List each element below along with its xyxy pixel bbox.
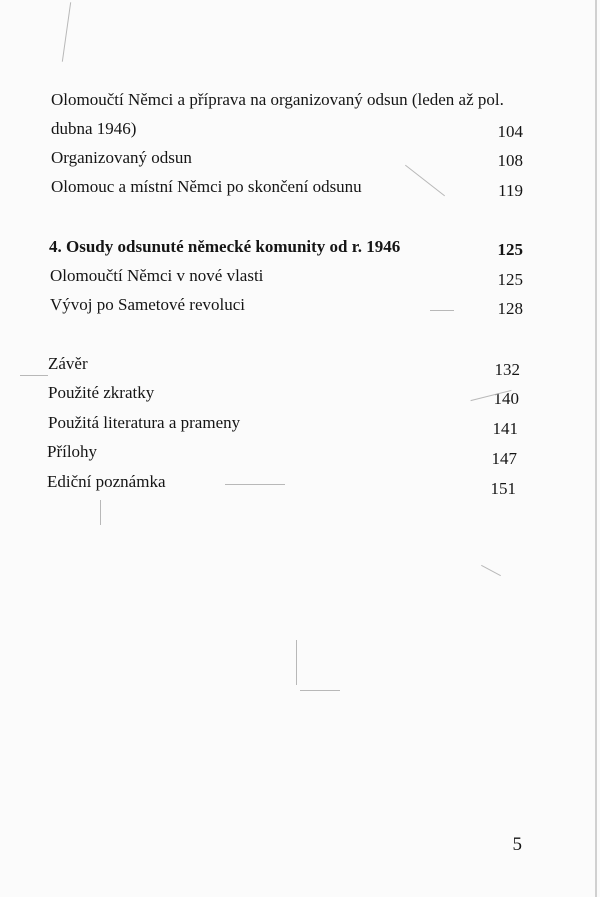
scan-artifact [481, 565, 501, 576]
toc-page-number: 151 [490, 479, 516, 498]
toc-entry [51, 177, 523, 200]
toc-page-number: 141 [492, 419, 518, 438]
scan-artifact [300, 690, 340, 691]
scan-artifact [595, 0, 597, 897]
toc-entry-title: Použitá literatura a prameny [48, 413, 241, 432]
toc-entry [50, 295, 523, 318]
toc-entry-title: Ediční poznámka [47, 472, 166, 491]
toc-page-number: 125 [497, 240, 523, 259]
scan-artifact [430, 310, 454, 311]
toc-entry-title: Vývoj po Sametové revoluci [50, 295, 245, 314]
toc-entry [48, 354, 520, 379]
toc-entry-title: Olomoučtí Němci v nové vlasti [50, 266, 264, 285]
scan-artifact [20, 375, 48, 376]
toc-page-number: 132 [494, 360, 520, 379]
scan-artifact [296, 640, 297, 685]
toc-page-number: 128 [497, 299, 523, 318]
scan-artifact [62, 2, 71, 62]
toc-page-number: 147 [491, 449, 517, 468]
toc-entry [50, 266, 523, 289]
toc-entry [47, 472, 516, 498]
toc-page-number: 125 [497, 270, 523, 289]
toc-entry-title-line2: dubna 1946) [51, 119, 137, 138]
toc-page-number: 104 [497, 122, 523, 141]
toc-page-number: 108 [497, 151, 523, 170]
toc-entry-title: Olomouc a místní Němci po skončení odsunu [51, 177, 362, 196]
toc-entry-continuation [51, 119, 523, 139]
toc-entry-title: Použité zkratky [48, 383, 155, 402]
toc-entry [51, 148, 523, 168]
toc-page-number: 140 [493, 389, 519, 408]
toc-chapter-entry [49, 237, 523, 257]
toc-entry [51, 90, 504, 110]
toc-entry-title: Přílohy [47, 442, 98, 461]
toc-entry [47, 442, 517, 468]
toc-entry-title: Závěr [48, 354, 88, 373]
scan-artifact [100, 500, 101, 525]
toc-entry [48, 383, 519, 408]
toc-page-number: 119 [498, 181, 523, 200]
toc-chapter-title: 4. Osudy odsunuté německé komunity od r. 1946 [49, 237, 401, 256]
toc-entry-title-line1: Olomoučtí Němci a příprava na organizovaný odsun (leden až pol. [51, 90, 504, 109]
toc-entry [48, 413, 518, 438]
scan-artifact [225, 484, 285, 485]
page-number: 5 [512, 834, 522, 855]
toc-entry-title: Organizovaný odsun [51, 148, 192, 167]
